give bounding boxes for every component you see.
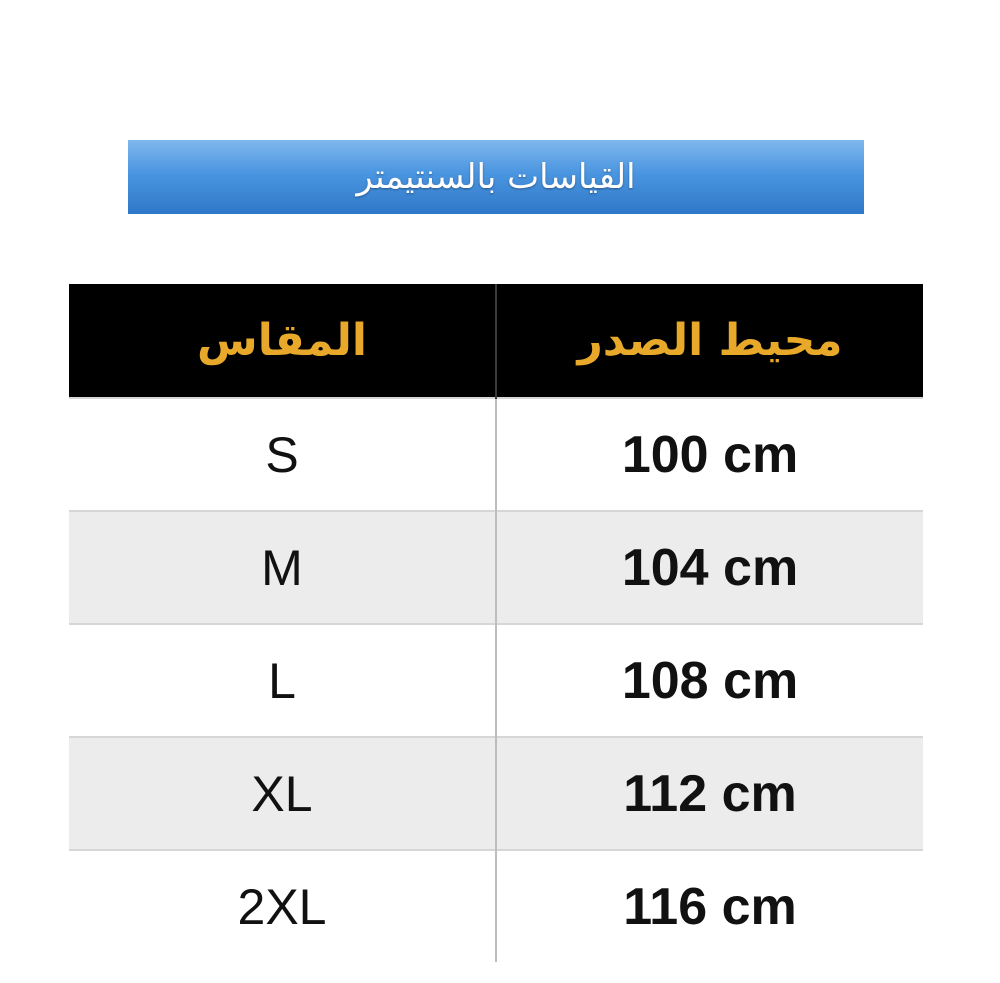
- title-banner: [128, 140, 864, 214]
- table-row: [69, 624, 923, 737]
- size-cell: M: [69, 511, 496, 624]
- chest-cell: 116 cm: [496, 850, 923, 962]
- table-row: [69, 511, 923, 624]
- size-cell: 2XL: [69, 850, 496, 962]
- header-chest: محيط الصدر: [496, 284, 923, 398]
- table-header-row: [69, 284, 923, 398]
- size-cell: S: [69, 398, 496, 511]
- chest-cell: 108 cm: [496, 624, 923, 737]
- chest-cell: 104 cm: [496, 511, 923, 624]
- table-row: [69, 737, 923, 850]
- size-chart-table: [69, 284, 923, 962]
- size-cell: L: [69, 624, 496, 737]
- header-size: المقاس: [69, 284, 496, 398]
- chest-cell: 100 cm: [496, 398, 923, 511]
- chest-cell: 112 cm: [496, 737, 923, 850]
- page-title: القياسات بالسنتيمتر: [356, 157, 636, 197]
- size-cell: XL: [69, 737, 496, 850]
- table-row: [69, 850, 923, 962]
- table-row: [69, 398, 923, 511]
